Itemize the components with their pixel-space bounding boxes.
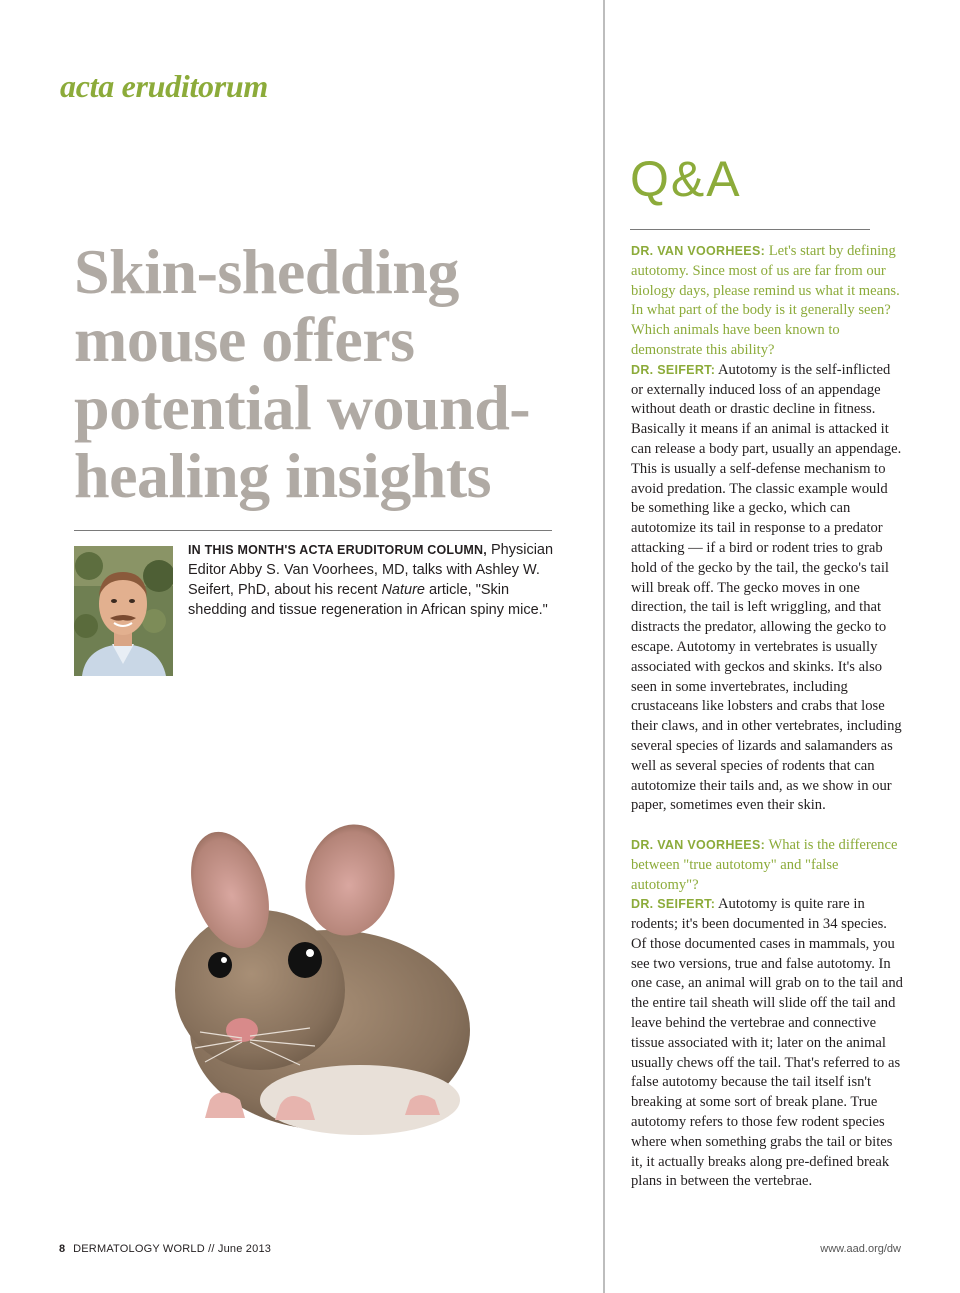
intro-text-part: article, "Skin shedding and tissue regeneration in African spiny mice." xyxy=(188,582,548,618)
journal-name: Nature xyxy=(381,582,425,598)
qa-title: Q&A xyxy=(630,151,742,207)
intro-text-part: Physician Editor Abby S. Van Voorhees, MD, talks with Ashley W. Seifert, PhD, about his recent xyxy=(188,542,554,598)
speaker-label: DR. SEIFERT: xyxy=(631,897,716,912)
headline-line: Skin-shedding xyxy=(74,236,459,307)
question-text: Let's start by defining autotomy. Since most of us are far from our biology days, please remind us what it means. In what part of the body is it generally seen? Which animals have been known to demonstrate this ability? xyxy=(631,243,900,358)
intro-text xyxy=(188,540,558,620)
publication-line: DERMATOLOGY WORLD // June 2013 xyxy=(73,1243,272,1255)
question-paragraph xyxy=(631,836,903,895)
page-divider xyxy=(603,0,605,1293)
headline-line: healing insights xyxy=(74,440,492,511)
qa-body xyxy=(631,242,903,1192)
question-paragraph xyxy=(631,242,903,361)
headline xyxy=(74,238,594,510)
author-photo xyxy=(74,546,173,676)
page-number: 8 xyxy=(59,1243,66,1255)
intro-lead: IN THIS MONTH'S ACTA ERUDITORUM COLUMN, xyxy=(188,543,487,557)
footer-left xyxy=(59,1243,271,1255)
headline-line: potential wound- xyxy=(74,372,531,443)
footer-url: www.aad.org/dw xyxy=(820,1243,901,1255)
column-name: acta eruditorum xyxy=(60,68,268,104)
answer-text: Autotomy is the self-inflicted or externally induced loss of an appendage without death or drastic decline in fitness. Basically it means if an animal is attacked it can release a body part, usually an appendage. This is usually a self-defense mechanism to avoid predation. The classic example would be something like a gecko, which can autotomize its tail in response to a predator attacking — if a bird or rodent tries to grab hold of the gecko by the tail, the gecko's tail will break off. The gecko moves in one direction, the tail is left wriggling, and that distracts the predator, allowing the gecko to escape. Autotomy in vertebrates is usually associated with geckos and skinks. It's also seen in some invertebrates, including crustaceans like lobsters and crabs that lose their claws, and in other vertebrates, including several species of lizards and salamanders as well as several species of rodents that can autotomize their tails and, as we show in our paper, sometimes even their skin. xyxy=(631,361,902,814)
mouse-image xyxy=(150,800,480,1140)
speaker-label: DR. VAN VOORHEES: xyxy=(631,244,766,258)
question-text: What is the difference between "true autotomy" and "false autotomy"? xyxy=(631,836,898,893)
qa-rule xyxy=(630,229,870,230)
answer-text: Autotomy is quite rare in rodents; it's been documented in 34 species. Of those documented cases in mammals, you see two versions, true and false autotomy. In one case, an animal will grab on to the tail and the entire tail sheath will slide off the tail and leave behind the vertebrae and connective tissue associated with it; later on the animal usually chews off the tail. That's referred to as false autotomy because the tail itself isn't breaking at some sort of break plane. True autotomy refers to those few rodent species where when something grabs the tail or bites it, it actually breaks along pre-defined break plans in between the vertebrae. xyxy=(631,896,903,1190)
headline-rule xyxy=(74,530,552,531)
speaker-label: DR. VAN VOORHEES: xyxy=(631,837,766,852)
answer-paragraph xyxy=(631,895,903,1192)
headline-line: mouse offers xyxy=(74,304,415,375)
speaker-label: DR. SEIFERT: xyxy=(631,362,716,377)
answer-paragraph xyxy=(631,361,903,816)
